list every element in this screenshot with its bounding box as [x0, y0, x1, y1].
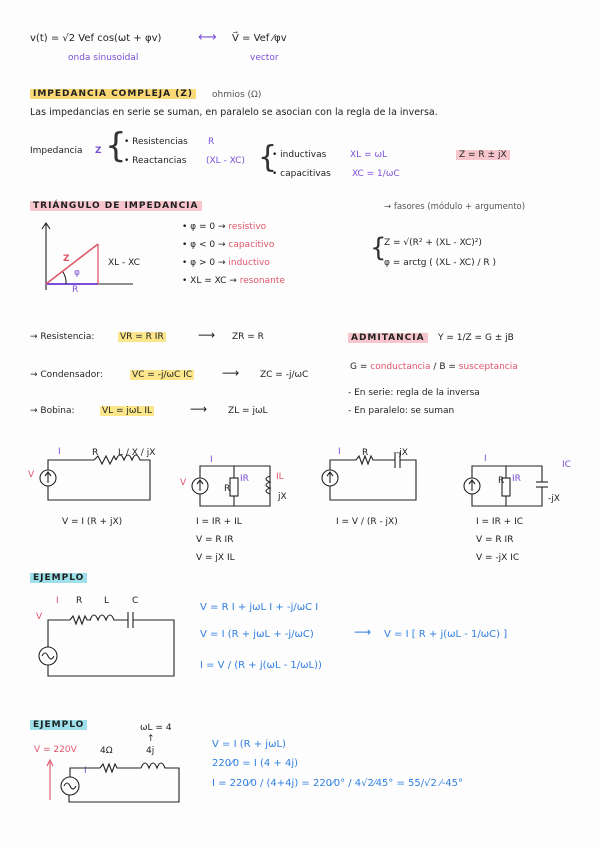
- g-b-line: G = conductancia / B = susceptancia: [350, 362, 518, 372]
- case-row: • φ > 0 → inductivo: [182, 258, 270, 268]
- admitancia-equation: Y = 1/Z = G ± jB: [438, 333, 514, 343]
- ej2-equation-3: I = 220⁄0 / (4+4j) = 220⁄0° / 4√2⁄45° = 55/√2 ⁄-45°: [212, 778, 464, 789]
- impedance-triangle-diagram: [38, 222, 158, 297]
- c2-equation: V = jX IL: [196, 553, 235, 563]
- up-arrow-icon: ↑: [147, 734, 155, 744]
- c4-equation: V = R IR: [476, 535, 514, 545]
- inductor-icon: [48, 455, 150, 500]
- label-sinusoidal: onda sinusoidal: [68, 53, 139, 63]
- c4-jx-label: -jX: [548, 494, 560, 504]
- argument-equation: φ = arctg ( (XL - XC) / R ): [384, 258, 496, 268]
- z-vector: [46, 244, 98, 284]
- item-reactancias: • Reactancias: [124, 156, 187, 166]
- resistor-icon: [100, 764, 141, 772]
- wire: [48, 460, 94, 470]
- wire: [200, 466, 270, 506]
- long-arrow-icon: ⟶: [190, 402, 208, 416]
- c1-v-label: V: [28, 470, 35, 480]
- impedancia-title: IMPEDANCIA COMPLEJA (Z): [30, 89, 196, 100]
- impedancia-sentence: Las impedancias en serie se suman, en paralelo se asocian con la regla de la inversa.: [30, 107, 438, 118]
- case-row: • φ < 0 → capacitivo: [182, 240, 275, 250]
- ej1-equation-4: I = V / (R + j(ωL - 1/ωL)): [200, 660, 322, 671]
- c4-ic-label: IC: [562, 460, 571, 470]
- c1-equation: V = I (R + jX): [62, 517, 123, 527]
- impedancia-unit: ohmios (Ω): [212, 90, 262, 100]
- c4-equation: I = IR + IC: [476, 517, 524, 527]
- c4-ir-label: IR: [512, 474, 521, 484]
- circuit-series-rlc: [34, 602, 184, 682]
- wire: [48, 620, 70, 647]
- c1-i-label: I: [58, 447, 61, 457]
- element-impedance: ZC = -j/ωC: [260, 370, 309, 380]
- impedance-result: Z = R ± jX: [456, 150, 510, 161]
- sub-inductivas: • inductivas: [272, 150, 327, 160]
- case-row: • XL = XC → resonante: [182, 276, 285, 286]
- sinusoid-equation: v(t) = √2 Vef cos(ωt + φv): [30, 33, 162, 44]
- circuit-series-rc: [318, 448, 428, 508]
- triangle-r-label: R: [72, 285, 79, 295]
- ej2-l-label: 4j: [146, 746, 155, 756]
- c3-equation: I = V / (R - jX): [336, 517, 398, 527]
- triangle-x-label: XL - XC: [108, 258, 140, 268]
- ej2-i-label: I: [84, 766, 87, 776]
- fasores-note: → fasores (módulo + argumento): [384, 202, 526, 212]
- admitancia-title: ADMITANCIA: [348, 333, 428, 344]
- c2-i-label: I: [210, 455, 213, 465]
- circuit-parallel-rl: [188, 458, 288, 510]
- wire: [472, 466, 542, 482]
- element-name: → Condensador:: [30, 370, 103, 380]
- inductor-icon: [266, 476, 270, 494]
- long-arrow-icon: ⟶: [354, 625, 372, 639]
- c3-i-label: I: [338, 447, 341, 457]
- ej1-equation-1: V = R I + jωL I + -j/ωC I: [200, 602, 319, 613]
- ej1-equation-2: V = I (R + jωL + -j/ωC): [200, 629, 314, 640]
- sub-inductivas-eq: XL = ωL: [350, 150, 387, 160]
- c4-i-label: I: [484, 454, 487, 464]
- c3-r-label: R: [362, 448, 369, 458]
- circuit-example-rl: [44, 756, 184, 806]
- c1-l-label: L / X / jX: [118, 448, 156, 458]
- element-relation: VC = -j/ωC IC: [132, 370, 193, 380]
- wire: [330, 460, 356, 470]
- element-relation: VR = R IR: [120, 332, 164, 342]
- element-relation: VL = jωL IL: [102, 406, 153, 416]
- c2-jx-label: jX: [278, 492, 287, 502]
- c4-r-label: R: [498, 476, 505, 486]
- inductor-icon: [69, 763, 179, 802]
- sub-capacitivas-eq: XC = 1/ωC: [352, 169, 400, 179]
- wire: [330, 460, 416, 500]
- ej1-c-label: C: [132, 596, 139, 606]
- ej1-l-label: L: [104, 596, 110, 606]
- brace-icon: {: [370, 233, 387, 263]
- c2-il-label: IL: [276, 472, 284, 482]
- label-vector: vector: [250, 53, 279, 63]
- brace-icon: {: [105, 126, 127, 166]
- resistor-icon: [230, 478, 238, 496]
- c4-equation: V = -jX IC: [476, 553, 520, 563]
- element-name: → Resistencia:: [30, 332, 95, 342]
- long-arrow-icon: ⟶: [198, 328, 216, 342]
- ej2-wl-label: ωL = 4: [140, 723, 172, 733]
- phi-arc: [63, 272, 66, 284]
- ej1-equation-3: V = I [ R + j(ωL - 1/ωC) ]: [384, 629, 508, 640]
- ej2-equation-1: V = I (R + jωL): [212, 739, 286, 750]
- resistor-icon: [70, 616, 91, 624]
- vector-equation: V⃗ = Vef ⁄φv: [232, 33, 287, 44]
- ej2-equation-2: 220⁄0 = I (4 + 4j): [212, 758, 299, 769]
- sub-capacitivas: • capacitivas: [272, 169, 331, 179]
- c2-ir-label: IR: [240, 474, 249, 484]
- c3-jx-label: -jX: [396, 448, 408, 458]
- c2-r-label: R: [224, 484, 231, 494]
- circuit-parallel-rc: [460, 458, 560, 510]
- ejemplo-tag: EJEMPLO: [30, 573, 87, 584]
- item-resistencias: • Resistencias: [124, 137, 188, 147]
- inductor-icon: [90, 615, 128, 620]
- ej2-r-label: 4Ω: [100, 746, 113, 756]
- ej2-v-label: V = 220V: [34, 745, 77, 755]
- triangle-z-label: Z: [63, 254, 70, 264]
- element-impedance: ZR = R: [232, 332, 264, 342]
- ej1-r-label: R: [76, 596, 83, 606]
- impedancia-label: Impedancia: [30, 146, 83, 156]
- ej1-v-label: V: [36, 612, 43, 622]
- item-reactancias-sym: (XL - XC): [206, 156, 245, 166]
- element-name: → Bobina:: [30, 406, 75, 416]
- long-arrow-icon: ⟶: [222, 366, 240, 380]
- admitancia-paralelo: - En paralelo: se suman: [348, 406, 455, 416]
- triangulo-title: TRIÁNGULO DE IMPEDANCIA: [30, 201, 202, 212]
- admitancia-serie: - En serie: regla de la inversa: [348, 388, 480, 398]
- impedancia-symbol: Z: [95, 146, 102, 156]
- modulus-equation: Z = √(R² + (XL - XC)²): [384, 238, 482, 248]
- c1-r-label: R: [92, 448, 99, 458]
- wire: [48, 620, 174, 676]
- c2-v-label: V: [180, 478, 187, 488]
- ejemplo-tag: EJEMPLO: [30, 720, 87, 731]
- c2-equation: I = IR + IL: [196, 517, 242, 527]
- wire: [70, 768, 100, 777]
- ej1-i-label: I: [56, 596, 59, 606]
- c2-equation: V = R IR: [196, 535, 234, 545]
- brace-icon: {: [258, 140, 278, 175]
- case-row: • φ = 0 → resistivo: [182, 222, 267, 232]
- triangle-phi-label: φ: [74, 268, 80, 278]
- item-resistencias-sym: R: [208, 137, 215, 147]
- element-impedance: ZL = jωL: [228, 406, 268, 416]
- double-arrow-icon: ⟷: [198, 30, 217, 45]
